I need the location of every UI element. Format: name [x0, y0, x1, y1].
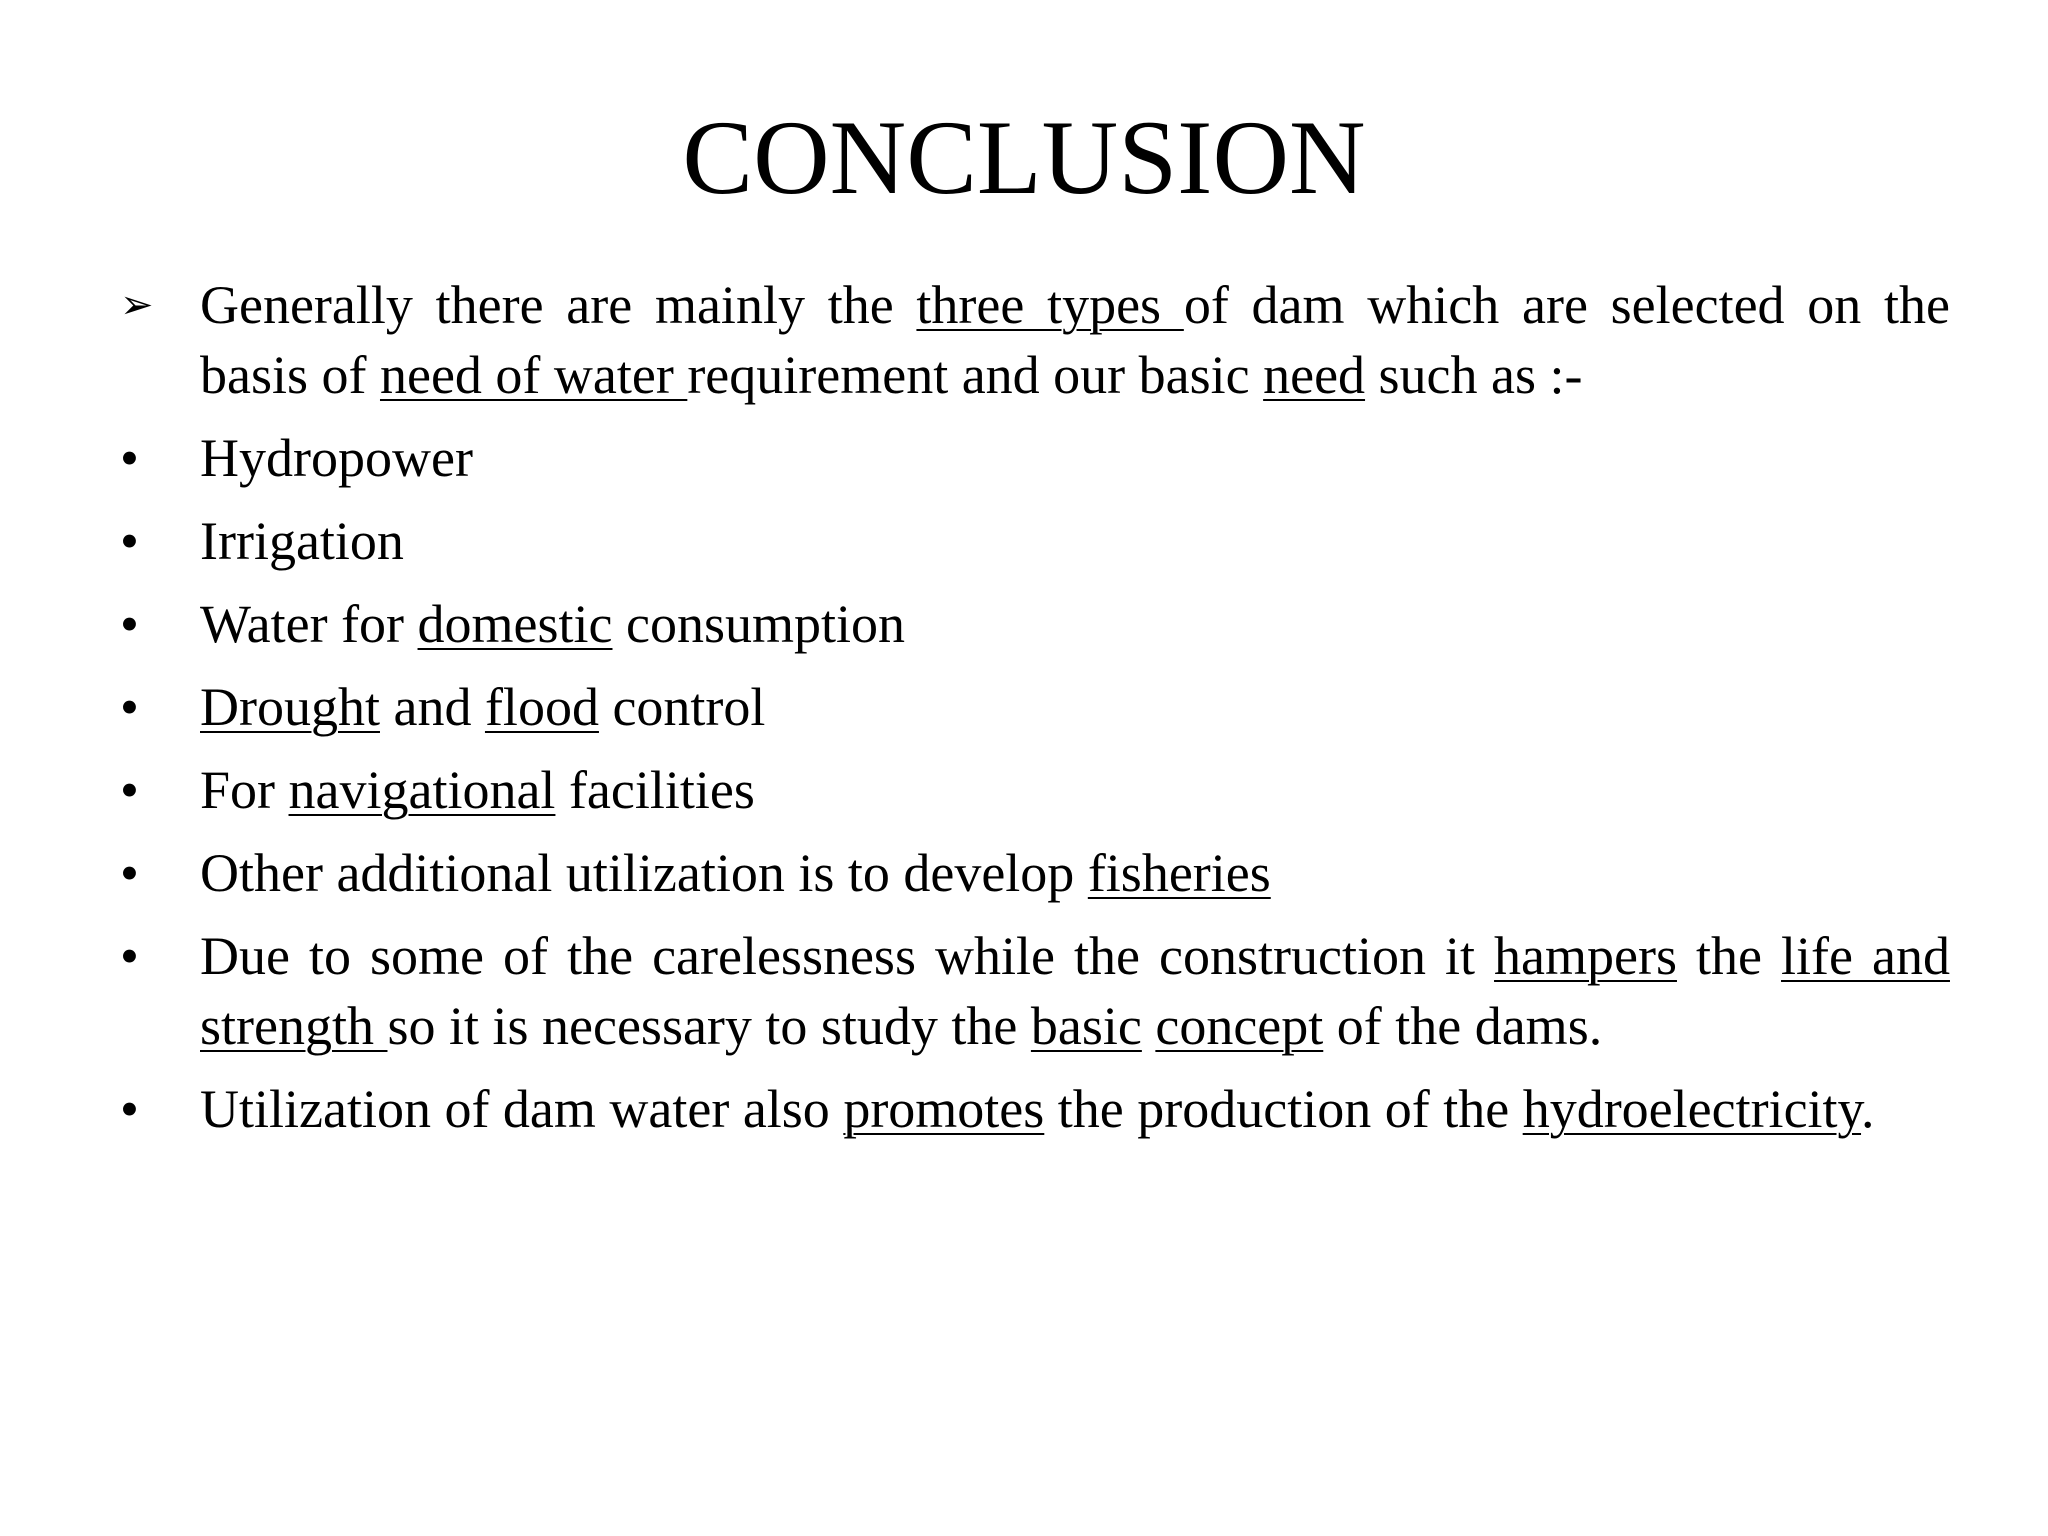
slide-title: CONCLUSION: [682, 99, 1366, 216]
underlined-segment: basic: [1030, 996, 1142, 1056]
underlined-segment: life and strength: [200, 926, 1950, 1056]
text-segment: such as :-: [1365, 345, 1583, 405]
underlined-segment: concept: [1155, 996, 1324, 1056]
underlined-segment: hydroelectricity: [1522, 1079, 1862, 1139]
bullet-icon: •: [120, 1079, 139, 1139]
bullet-icon: •: [120, 511, 139, 571]
underlined-segment: fisheries: [1087, 843, 1271, 903]
text-segment: Other additional utilization is to develop: [200, 843, 1088, 903]
list-item-hydropower: [120, 423, 1950, 506]
text-segment: Utilization of dam water also: [200, 1079, 844, 1139]
list-item-carelessness: [120, 921, 1950, 1061]
underlined-segment: need of water: [379, 345, 688, 405]
text-segment: Water for: [200, 594, 418, 654]
underlined-segment: need: [1263, 345, 1366, 405]
text-segment: Due to some of the carelessness while the construction it: [200, 926, 1495, 986]
bullet-icon: •: [120, 760, 139, 820]
text-segment: consumption: [612, 594, 905, 654]
text-segment: so it is necessary to study the: [387, 996, 1031, 1056]
list-item-navigation: [120, 755, 1950, 838]
underlined-segment: flood: [484, 677, 599, 737]
underlined-segment: hampers: [1494, 926, 1677, 986]
bullet-icon: •: [120, 677, 139, 737]
text-segment: the production of the: [1044, 1079, 1523, 1139]
text-segment: Irrigation: [200, 511, 404, 571]
list-item-irrigation: [120, 506, 1950, 589]
arrow-bullet-icon: ➢: [120, 282, 154, 328]
list-item-fisheries: [120, 838, 1950, 921]
list-item-hydroelectricity: [120, 1074, 1950, 1144]
underlined-segment: three types: [916, 275, 1184, 335]
list-item-drought-flood: [120, 672, 1950, 755]
text-segment: facilities: [555, 760, 755, 820]
text-segment: the: [1676, 926, 1782, 986]
text-segment: of dam which are selected on the basis of: [200, 275, 1951, 405]
text-segment: .: [1861, 1079, 1875, 1139]
bullet-icon: •: [120, 926, 139, 986]
bullet-icon: •: [120, 843, 139, 903]
text-segment: Hydropower: [200, 428, 473, 488]
underlined-segment: Drought: [200, 677, 380, 737]
underlined-segment: domestic: [417, 594, 613, 654]
bullet-icon: •: [120, 594, 139, 654]
underlined-segment: navigational: [288, 760, 556, 820]
list-item-domestic-water: [120, 589, 1950, 672]
text-segment: For: [200, 760, 289, 820]
bullet-icon: •: [120, 428, 139, 488]
text-segment: requirement and our basic: [687, 345, 1264, 405]
text-segment: [1142, 996, 1156, 1056]
underlined-segment: promotes: [843, 1079, 1045, 1139]
list-item-intro: [120, 270, 1950, 410]
text-segment: and: [379, 677, 485, 737]
text-segment: control: [598, 677, 766, 737]
bullet-list: [120, 270, 1950, 1144]
text-segment: of the dams.: [1323, 996, 1603, 1056]
text-segment: Generally there are mainly the: [200, 275, 917, 335]
